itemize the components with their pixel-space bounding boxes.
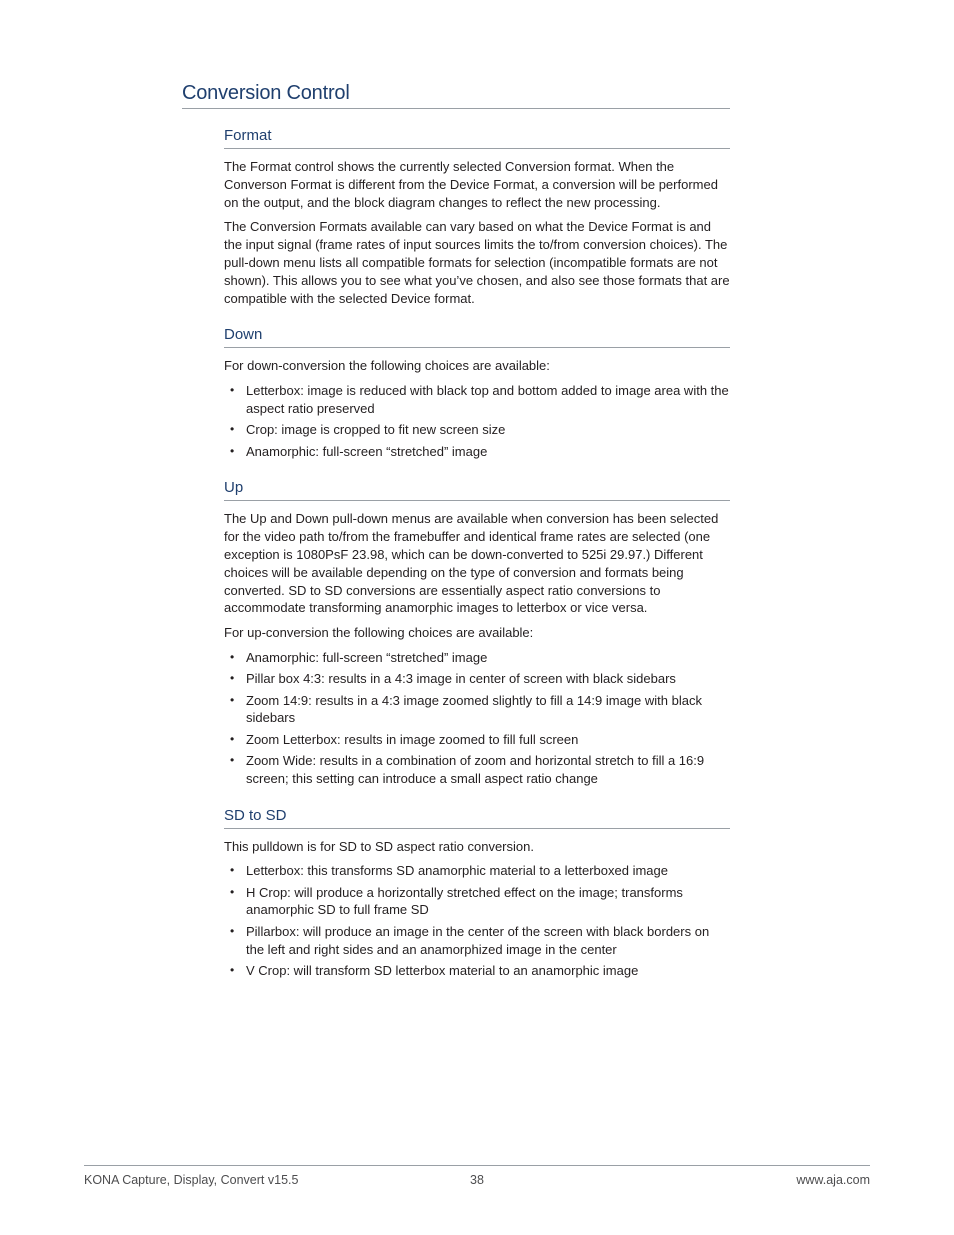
list-item	[224, 731, 730, 749]
bullet-icon: •	[230, 692, 235, 707]
paragraph: The Conversion Formats available can vary based on what the Device Format is and the input signal (frame rates of input sources limits the to/from conversion choices). The pull-down menu lists all compatible formats for selection (incompatible formats are not shown). This allows you to see what you’ve chosen, and also see those formats that are compatible with the selected Device format.	[224, 219, 730, 306]
list-item-text: Crop: image is cropped to fit new screen size	[246, 422, 506, 438]
list-item-text: Zoom Wide: results in a combination of zoom and horizontal stretch to fill a 16:9 screen; this setting can introduce a small aspect ratio change	[246, 752, 705, 786]
page-footer	[84, 1165, 870, 1193]
list-item-text: Zoom 14:9: results in a 4:3 image zoomed slightly to fill a 14:9 image with black sidebars	[246, 692, 702, 726]
section-format	[224, 126, 730, 307]
paragraph: This pulldown is for SD to SD aspect ratio conversion.	[224, 838, 534, 854]
list-item-text: H Crop: will produce a horizontally stretched effect on the image; transforms anamorphic SD to full frame SD	[246, 884, 683, 918]
bullet-icon: •	[230, 752, 235, 767]
list-item	[224, 670, 730, 688]
list-item-text: Pillarbox: will produce an image in the center of the screen with black borders on the left and right sides and an anamorphized image in the center	[246, 923, 710, 957]
section-heading-format: Format	[224, 126, 730, 149]
document-body	[224, 126, 730, 998]
list-item	[224, 421, 730, 439]
bullet-icon: •	[230, 884, 235, 899]
footer-website-link[interactable]: www.aja.com	[796, 1173, 870, 1187]
bullet-icon: •	[230, 863, 235, 878]
paragraph: For down-conversion the following choices are available:	[224, 358, 550, 374]
paragraph: The Up and Down pull-down menus are available when conversion has been selected for the video path to/from the framebuffer and identical frame rates are selected (one exception is 1080PsF 23.98, which can be down-converted to 525i 29.97.) Different choices will be available depending on the type of conversion and formats being converted. SD to SD conversions are essentially aspect ratio conversions to accommodate transforming anamorphic images to letterbox or vice versa.	[224, 511, 719, 616]
list-item	[224, 862, 730, 880]
bullet-list	[224, 382, 730, 460]
list-item	[224, 884, 730, 920]
list-item	[224, 649, 730, 667]
page-number: 38	[470, 1173, 484, 1187]
bullet-icon: •	[230, 731, 235, 746]
paragraph: The Format control shows the currently selected Conversion format. When the Converson Format is different from the Device Format, a conversion will be performed on the output, and the block diagram changes to reflect the new processing.	[224, 159, 718, 210]
list-item-text: Letterbox: this transforms SD anamorphic material to a letterboxed image	[246, 863, 668, 879]
section-sd-to-sd	[224, 806, 730, 980]
bullet-icon: •	[230, 443, 235, 458]
list-item-text: Letterbox: image is reduced with black top and bottom added to image area with the aspect ratio preserved	[246, 383, 729, 416]
bullet-icon: •	[230, 383, 235, 398]
list-item	[224, 382, 730, 418]
list-item	[224, 752, 730, 788]
bullet-icon: •	[230, 649, 235, 664]
section-heading-down: Down	[224, 325, 730, 348]
list-item-text: Zoom Letterbox: results in image zoomed to fill full screen	[246, 731, 579, 747]
list-item	[224, 962, 730, 980]
section-heading-sd-to-sd: SD to SD	[224, 806, 730, 829]
list-item	[224, 443, 730, 461]
section-down	[224, 325, 730, 460]
list-item-text: V Crop: will transform SD letterbox material to an anamorphic image	[246, 962, 639, 978]
paragraph: For up-conversion the following choices are available:	[224, 625, 534, 641]
list-item	[224, 692, 730, 728]
section-up	[224, 478, 730, 787]
bullet-icon: •	[230, 671, 235, 686]
section-heading-up: Up	[224, 478, 730, 501]
list-item-text: Anamorphic: full-screen “stretched” image	[246, 649, 488, 665]
list-item-text: Anamorphic: full-screen “stretched” image	[246, 443, 488, 459]
footer-document-title: KONA Capture, Display, Convert v15.5	[84, 1173, 299, 1187]
bullet-icon: •	[230, 422, 235, 437]
page-title: Conversion Control	[182, 80, 730, 109]
bullet-list	[224, 862, 730, 979]
bullet-list	[224, 649, 730, 788]
bullet-icon: •	[230, 962, 235, 977]
list-item-text: Pillar box 4:3: results in a 4:3 image in center of screen with black sidebars	[246, 671, 676, 687]
bullet-icon: •	[230, 923, 235, 938]
list-item	[224, 923, 730, 959]
